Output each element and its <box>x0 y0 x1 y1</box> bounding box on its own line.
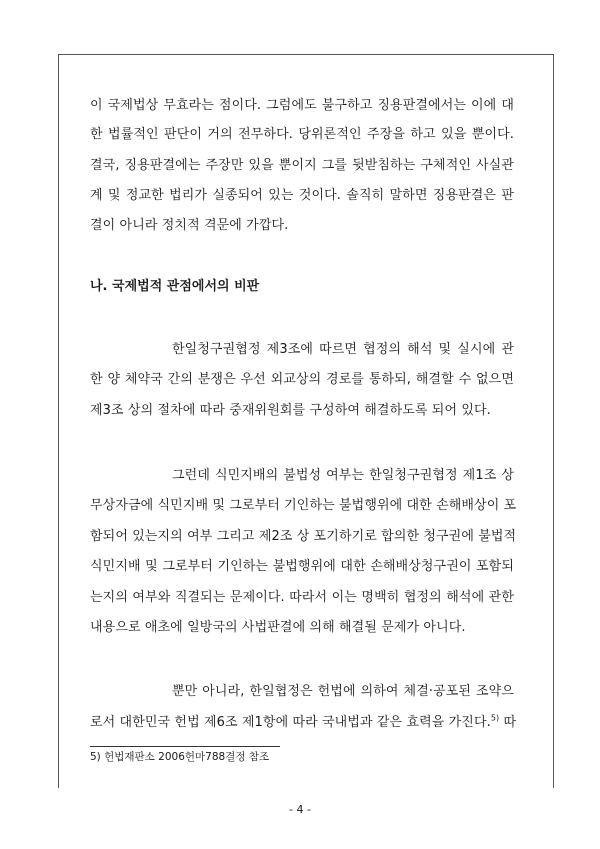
paragraph-1-line-1: 이 국제법상 무효라는 점이다. 그럼에도 불구하고 징용판결에서는 이에 대 <box>90 98 514 113</box>
paragraph-3-line-6: 내용으로 애초에 일방국의 사법판결에 의해 해결될 문제가 아니다. <box>90 620 466 635</box>
page-number: - 4 - <box>289 803 311 816</box>
paragraph-3-line-5: 는지의 여부와 직결되는 문제이다. 따라서 이는 명백히 협정의 해석에 관한 <box>90 590 514 605</box>
footnote: 5) 헌법재판소 2006헌마788결정 참조 <box>90 751 270 763</box>
paragraph-1-line-2: 한 법률적인 판단이 거의 전무하다. 당위론적인 주장을 하고 있을 뿐이다. <box>90 127 514 142</box>
paragraph-1-line-3: 결국, 징용판결에는 주장만 있을 뿐이지 그를 뒷받침하는 구체적인 사실관 <box>90 158 514 173</box>
paragraph-3-line-4: 식민지배 및 그로부터 기인하는 불법행위에 대한 손해배상청구권이 포함되 <box>90 559 514 574</box>
paragraph-3-line-2: 무상자금에 식민지배 및 그로부터 기인하는 불법행위에 대한 손해배상이 포 <box>90 498 517 513</box>
paragraph-3-line-1: 그런데 식민지배의 불법성 여부는 한일청구권협정 제1조 상 <box>172 468 514 483</box>
paragraph-4-line-2-tail: 따 <box>499 715 517 730</box>
paragraph-1-line-5: 결이 아니라 정치적 격문에 가깝다. <box>90 218 289 233</box>
paragraph-2-line-2: 한 양 체약국 간의 분쟁은 우선 외교상의 경로를 통하되, 해결할 수 없으면 <box>90 372 514 387</box>
paragraph-1-line-4: 계 및 정교한 법리가 실종되어 있는 것이다. 솔직히 말하면 징용판결은 판 <box>90 188 514 203</box>
footnote-reference[interactable]: 5) <box>490 713 500 723</box>
paragraph-2-line-3: 제3조 상의 절차에 따라 중재위원회를 구성하여 해결하도록 되어 있다. <box>90 403 491 418</box>
paragraph-3-line-3: 함되어 있는지의 여부 그리고 제2조 상 포기하기로 합의한 청구권에 불법적 <box>90 529 517 544</box>
paragraph-4-line-1: 뿐만 아니라, 한일협정은 헌법에 의하여 체결·공포된 조약으 <box>172 684 514 699</box>
paragraph-2-line-1: 한일청구권협정 제3조에 따르면 협정의 해석 및 실시에 관 <box>172 342 514 357</box>
paragraph-4-line-2-text: 로서 대한민국 헌법 제6조 제1항에 따라 국내법과 같은 효력을 가진다. <box>90 715 491 730</box>
paragraph-4-line-2 <box>90 713 517 732</box>
section-heading: 나. 국제법적 관점에서의 비판 <box>90 279 260 294</box>
footnote-divider <box>90 746 280 747</box>
